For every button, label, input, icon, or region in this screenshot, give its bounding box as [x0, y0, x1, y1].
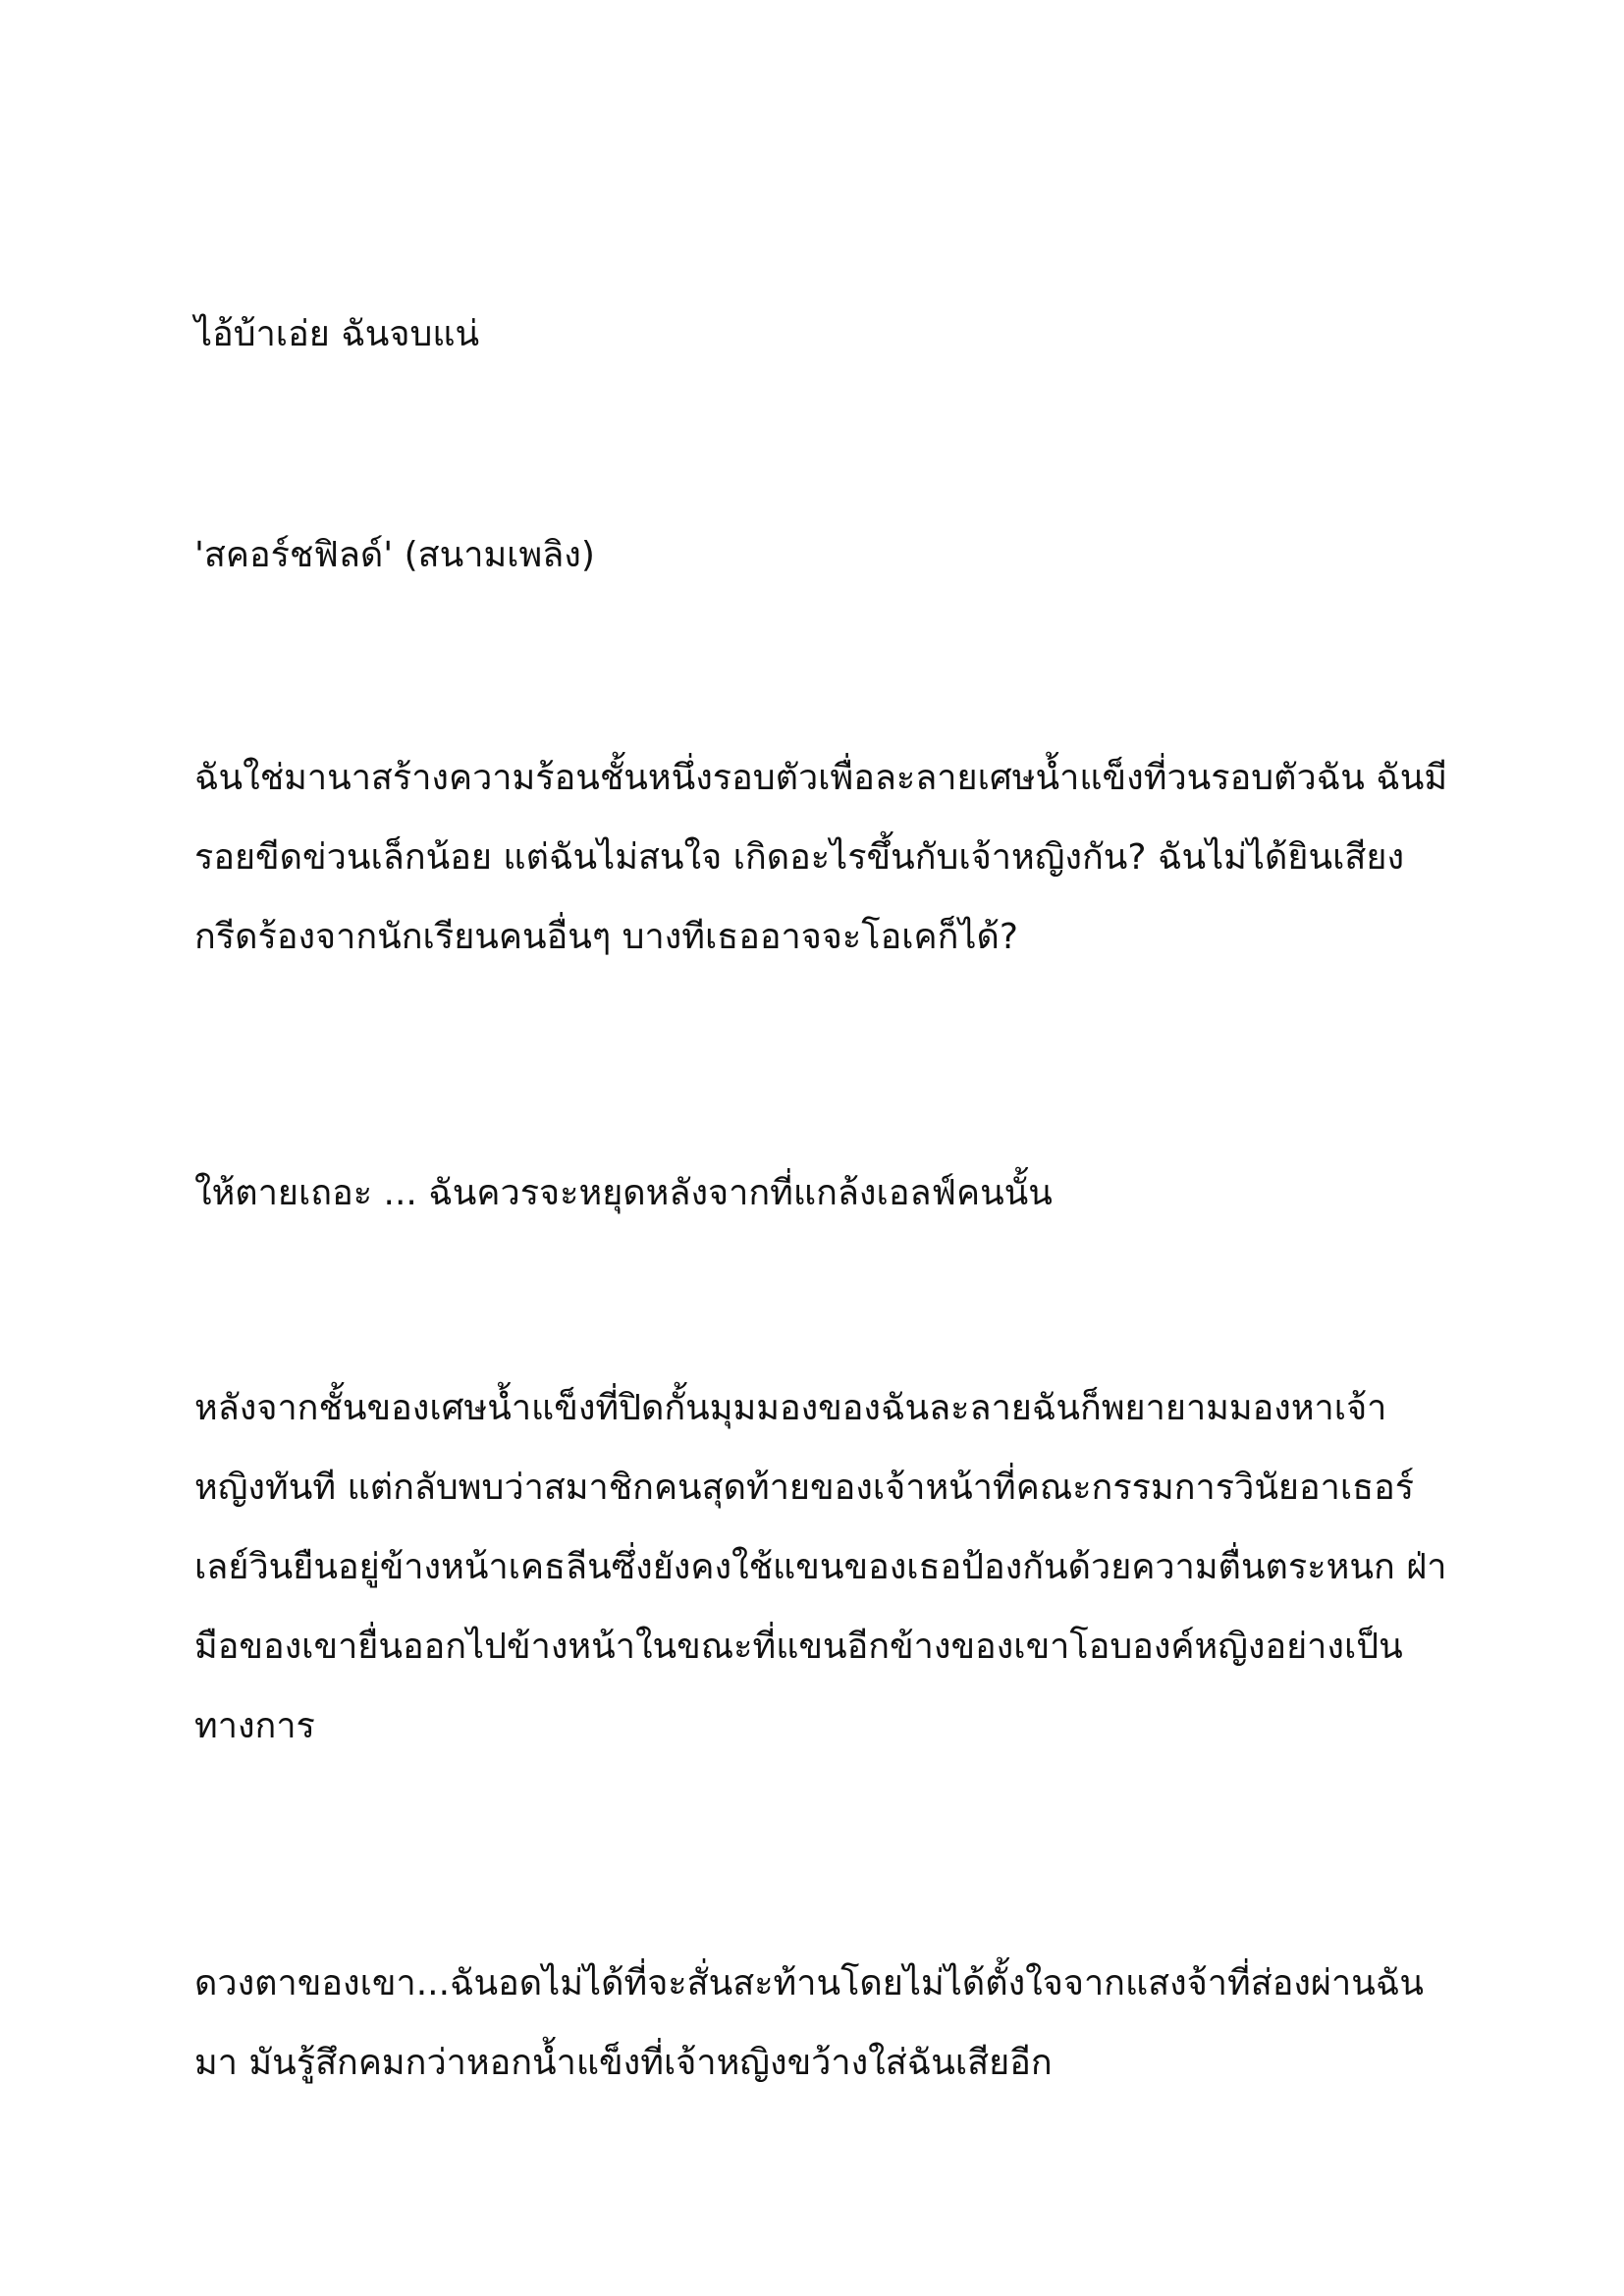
- paragraph-5: [194, 1368, 1451, 1766]
- text-line: กรีดร้องจากนักเรียนคนอื่นๆ บางทีเธออาจจะโอเคก็ได้?: [194, 917, 1018, 957]
- text-line: มา มันรู้สึกคมกว่าหอกน้ำแข็งที่เจ้าหญิงขว้างใส่ฉันเสียอีก: [194, 2043, 1053, 2083]
- text-line: หญิงทันที แต่กลับพบว่าสมาชิกคนสุดท้ายของเจ้าหน้าที่คณะกรรมการวินัยอาเธอร์: [194, 1468, 1415, 1508]
- paragraph-1: [194, 294, 1451, 374]
- text-line: ดวงตาของเขา...ฉันอดไม่ได้ที่จะสั่นสะท้านโดยไม่ได้ตั้งใจจากแสงจ้าที่ส่องผ่านฉัน: [194, 1963, 1424, 2003]
- text-line: ให้ตายเถอะ ... ฉันควรจะหยุดหลังจากที่แกล้งเอลฟ์คนนั้น: [194, 1173, 1053, 1213]
- text-line: เลย์วินยืนอยู่ข้างหน้าเคธลีนซึ่งยังคงใช้แขนของเธอป้องกันด้วยความตื่นตระหนก ฝ่า: [194, 1547, 1447, 1587]
- paragraph-2: [194, 515, 1451, 595]
- text-line: ทางการ: [194, 1706, 315, 1746]
- text-line: 'สคอร์ชฟิลด์' (สนามเพลิง): [194, 535, 595, 575]
- text-line: รอยขีดข่วนเล็กน้อย แต่ฉันไม่สนใจ เกิดอะไรขึ้นกับเจ้าหญิงกัน? ฉันไม่ได้ยินเสียง: [194, 837, 1405, 878]
- paragraph-6: [194, 1944, 1451, 2103]
- text-line: ฉันใช่มานาสร้างความร้อนชั้นหนึ่งรอบตัวเพื่อละลายเศษน้ำแข็งที่วนรอบตัวฉัน ฉันมี: [194, 758, 1448, 798]
- text-line: ไอ้บ้าเอ่ย ฉันจบแน่: [194, 314, 480, 354]
- text-line: มือของเขายื่นออกไปข้างหน้าในขณะที่แขนอีกข้างของเขาโอบองค์หญิงอย่างเป็น: [194, 1627, 1403, 1667]
- paragraph-3: [194, 738, 1451, 977]
- text-line: หลังจากชั้นของเศษน้ำแข็งที่ปิดกั้นมุมมองของฉันละลายฉันก็พยายามมองหาเจ้า: [194, 1388, 1387, 1428]
- paragraph-4: [194, 1153, 1451, 1233]
